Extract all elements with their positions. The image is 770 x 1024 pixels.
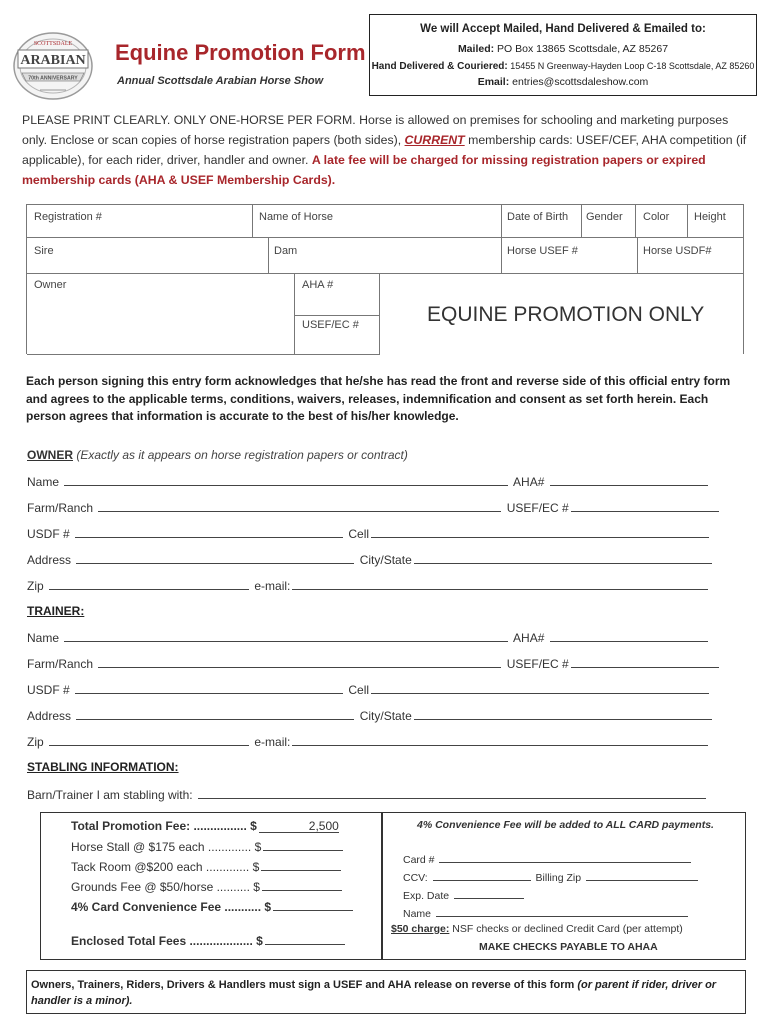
logo-top-text: SCOTTSDALE: [33, 41, 73, 47]
stabling-row: [27, 787, 708, 802]
owner-farm-row: [27, 500, 721, 515]
make-checks-payable: MAKE CHECKS PAYABLE TO AHAA: [479, 941, 658, 953]
exp-date-label: Exp. Date: [403, 890, 450, 902]
owner-cell-label: Cell: [348, 527, 370, 541]
ccv-field[interactable]: [433, 869, 531, 881]
trainer-address-label: Address: [27, 709, 72, 723]
acknowledgment-text: Each person signing this entry form acknowledges that he/she has read the front and reverse side of this official entry form and agrees to the applicable terms, conditions, waivers, releases, indemnification and consent as set forth herein. Each person agrees that information is accurate to the best of his/her knowledge.: [26, 374, 731, 423]
owner-heading: OWNER: [27, 448, 73, 462]
card-fee-label: 4% Card Convenience Fee ........... $: [71, 900, 272, 914]
owner-usef-field[interactable]: [571, 500, 719, 512]
owner-name-field[interactable]: [64, 474, 508, 486]
contact-email: [370, 76, 756, 88]
owner-name-row: [27, 474, 710, 489]
trainer-farm-label: Farm/Ranch: [27, 657, 94, 671]
card-name-field[interactable]: [436, 905, 688, 917]
contact-hand-delivered: [370, 61, 756, 72]
horse-stall-row: [71, 839, 345, 854]
instructions-current: CURRENT: [404, 133, 465, 147]
ccv-row: [403, 869, 700, 884]
owner-note: (Exactly as it appears on horse registration papers or contract): [76, 448, 408, 462]
trainer-farm-row: [27, 656, 721, 671]
trainer-zip-label: Zip: [27, 735, 44, 749]
tack-room-row: [71, 859, 343, 874]
grounds-fee-field[interactable]: [262, 879, 342, 891]
equine-promotion-only-label: EQUINE PROMOTION ONLY: [427, 303, 705, 326]
owner-heading-row: [27, 448, 408, 462]
trainer-farm-field[interactable]: [98, 656, 501, 668]
card-fee-field[interactable]: [273, 899, 353, 911]
owner-aha-field[interactable]: [550, 474, 708, 486]
trainer-cell-label: Cell: [348, 683, 370, 697]
logo-banner-text: 70th ANNIVERSARY: [28, 75, 78, 82]
card-number-label: Card #: [403, 854, 435, 866]
card-number-field[interactable]: [439, 851, 691, 863]
trainer-usef-field[interactable]: [571, 656, 719, 668]
mailed-label: Mailed:: [457, 43, 495, 55]
owner-zip-label: Zip: [27, 579, 44, 593]
owner-email-field[interactable]: [292, 578, 708, 590]
card-fee-notice: 4% Convenience Fee will be added to ALL CARD payments.: [417, 819, 714, 831]
owner-usdf-label: USDF #: [27, 527, 70, 541]
arabian-show-logo-icon: [12, 30, 94, 102]
trainer-city-field[interactable]: [414, 708, 712, 720]
total-promotion-label: Total Promotion Fee: ................ $: [71, 819, 257, 833]
name-of-horse-label: Name of Horse: [259, 211, 333, 223]
enclosed-total-label: Enclosed Total Fees ................... $: [71, 934, 263, 948]
trainer-name-field[interactable]: [64, 630, 508, 642]
horse-info-table: [26, 204, 744, 354]
nsf-charge-row: [391, 923, 683, 935]
tack-room-label: Tack Room @$200 each ............. $: [71, 860, 260, 874]
horse-usef-label: Horse USEF #: [507, 245, 578, 257]
owner-zip-field[interactable]: [49, 578, 249, 590]
email-label: Email:: [477, 76, 510, 88]
owner-address-label: Address: [27, 553, 72, 567]
trainer-address-row: [27, 708, 714, 723]
grounds-fee-label: Grounds Fee @ $50/horse .......... $: [71, 880, 260, 894]
hand-label: Hand Delivered & Couriered:: [371, 61, 508, 72]
nsf-charge-label: $50 charge:: [391, 923, 450, 935]
owner-city-label: City/State: [359, 553, 412, 567]
tack-room-field[interactable]: [261, 859, 341, 871]
total-promotion-value: 2,500: [259, 819, 339, 833]
trainer-address-field[interactable]: [76, 708, 354, 720]
form-subtitle: Annual Scottsdale Arabian Horse Show: [117, 75, 324, 87]
owner-address-field[interactable]: [76, 552, 354, 564]
instructions-part1: PLEASE PRINT CLEARLY. ONLY ONE-HORSE PER FORM. Horse is allowed on premises for schooling and marketing purposes only. Enclose or scan copies of horse registration papers (both sides),: [22, 113, 729, 147]
stabling-barn-label: Barn/Trainer I am stabling with:: [27, 788, 193, 802]
owner-zip-row: [27, 578, 710, 593]
footer-text: [31, 977, 736, 1009]
stabling-barn-field[interactable]: [198, 787, 706, 799]
card-fee-row: [71, 899, 355, 914]
contact-mailed: [370, 43, 756, 55]
owner-aha-label: AHA#: [513, 475, 545, 489]
registration-label: Registration #: [34, 211, 102, 223]
horse-usdf-label: Horse USDF#: [643, 245, 712, 257]
trainer-usdf-field[interactable]: [75, 682, 343, 694]
form-title: Equine Promotion Form: [115, 40, 366, 65]
footer-italic: (or parent if rider, driver or handler is a minor).: [31, 979, 717, 1007]
hand-value: 15455 N Greenway-Hayden Loop C-18 Scottsdale, AZ 85260: [510, 61, 755, 71]
enclosed-total-row: [71, 933, 347, 948]
dam-label: Dam: [274, 245, 298, 257]
billing-zip-label: Billing Zip: [535, 872, 582, 884]
billing-zip-field[interactable]: [586, 869, 698, 881]
trainer-cell-field[interactable]: [371, 682, 709, 694]
enclosed-total-field[interactable]: [265, 933, 345, 945]
exp-date-field[interactable]: [454, 887, 524, 899]
instructions-part2: membership cards: USEF/CEF, AHA competition (if applicable), for each rider, driver, handler and owner.: [22, 133, 747, 167]
trainer-usdf-label: USDF #: [27, 683, 70, 697]
trainer-city-label: City/State: [359, 709, 412, 723]
footer-main: Owners, Trainers, Riders, Drivers & Handlers must sign a USEF and AHA release on reverse of this form: [31, 979, 578, 991]
trainer-name-label: Name: [27, 631, 60, 645]
card-number-row: [403, 851, 693, 866]
instructions-late-fee: A late fee will be charged for missing registration papers or expired membership cards (AHA & USEF Membership Cards).: [22, 153, 706, 187]
fees-box: [40, 812, 382, 960]
horse-stall-label: Horse Stall @ $175 each ............. $: [71, 840, 262, 854]
trainer-usdf-row: [27, 682, 711, 697]
owner-usdf-field[interactable]: [75, 526, 343, 538]
aha-label: AHA #: [302, 279, 334, 291]
gender-label: Gender: [586, 211, 623, 223]
sire-label: Sire: [34, 245, 54, 257]
owner-farm-field[interactable]: [98, 500, 501, 512]
owner-label: Owner: [34, 279, 67, 291]
height-label: Height: [694, 211, 726, 223]
owner-city-field[interactable]: [414, 552, 712, 564]
owner-farm-label: Farm/Ranch: [27, 501, 94, 515]
instructions: [22, 110, 748, 190]
owner-usef-label: USEF/EC #: [506, 501, 569, 515]
trainer-email-label: e-mail:: [254, 735, 291, 749]
trainer-aha-field[interactable]: [550, 630, 708, 642]
date-of-birth-label: Date of Birth: [507, 211, 569, 223]
color-label: Color: [643, 211, 670, 223]
owner-name-label: Name: [27, 475, 60, 489]
trainer-heading: TRAINER:: [27, 604, 85, 618]
contact-box: [369, 14, 757, 96]
ccv-label: CCV:: [403, 872, 428, 884]
card-payment-box: [382, 812, 746, 960]
trainer-zip-row: [27, 734, 710, 749]
grounds-fee-row: [71, 879, 344, 894]
owner-email-label: e-mail:: [254, 579, 291, 593]
trainer-zip-field[interactable]: [49, 734, 249, 746]
stabling-heading: STABLING INFORMATION:: [27, 760, 179, 774]
trainer-name-row: [27, 630, 710, 645]
trainer-usef-label: USEF/EC #: [506, 657, 569, 671]
email-value: entries@scottsdaleshow.com: [512, 76, 649, 88]
total-promotion-row: [71, 819, 341, 833]
card-name-row: [403, 905, 690, 920]
logo-main-text: ARABIAN: [20, 53, 86, 68]
horse-stall-field[interactable]: [263, 839, 343, 851]
owner-cell-field[interactable]: [371, 526, 709, 538]
trainer-aha-label: AHA#: [513, 631, 545, 645]
usef-ec-label: USEF/EC #: [302, 319, 359, 331]
owner-address-row: [27, 552, 714, 567]
exp-date-row: [403, 887, 526, 902]
card-name-label: Name: [403, 908, 432, 920]
mailed-value: PO Box 13865 Scottsdale, AZ 85267: [497, 43, 669, 55]
footer-box: [26, 970, 746, 1014]
owner-usdf-row: [27, 526, 711, 541]
contact-heading: We will Accept Mailed, Hand Delivered & Emailed to:: [420, 23, 706, 35]
nsf-charge-text: NSF checks or declined Credit Card (per attempt): [452, 923, 683, 935]
trainer-email-field[interactable]: [292, 734, 708, 746]
